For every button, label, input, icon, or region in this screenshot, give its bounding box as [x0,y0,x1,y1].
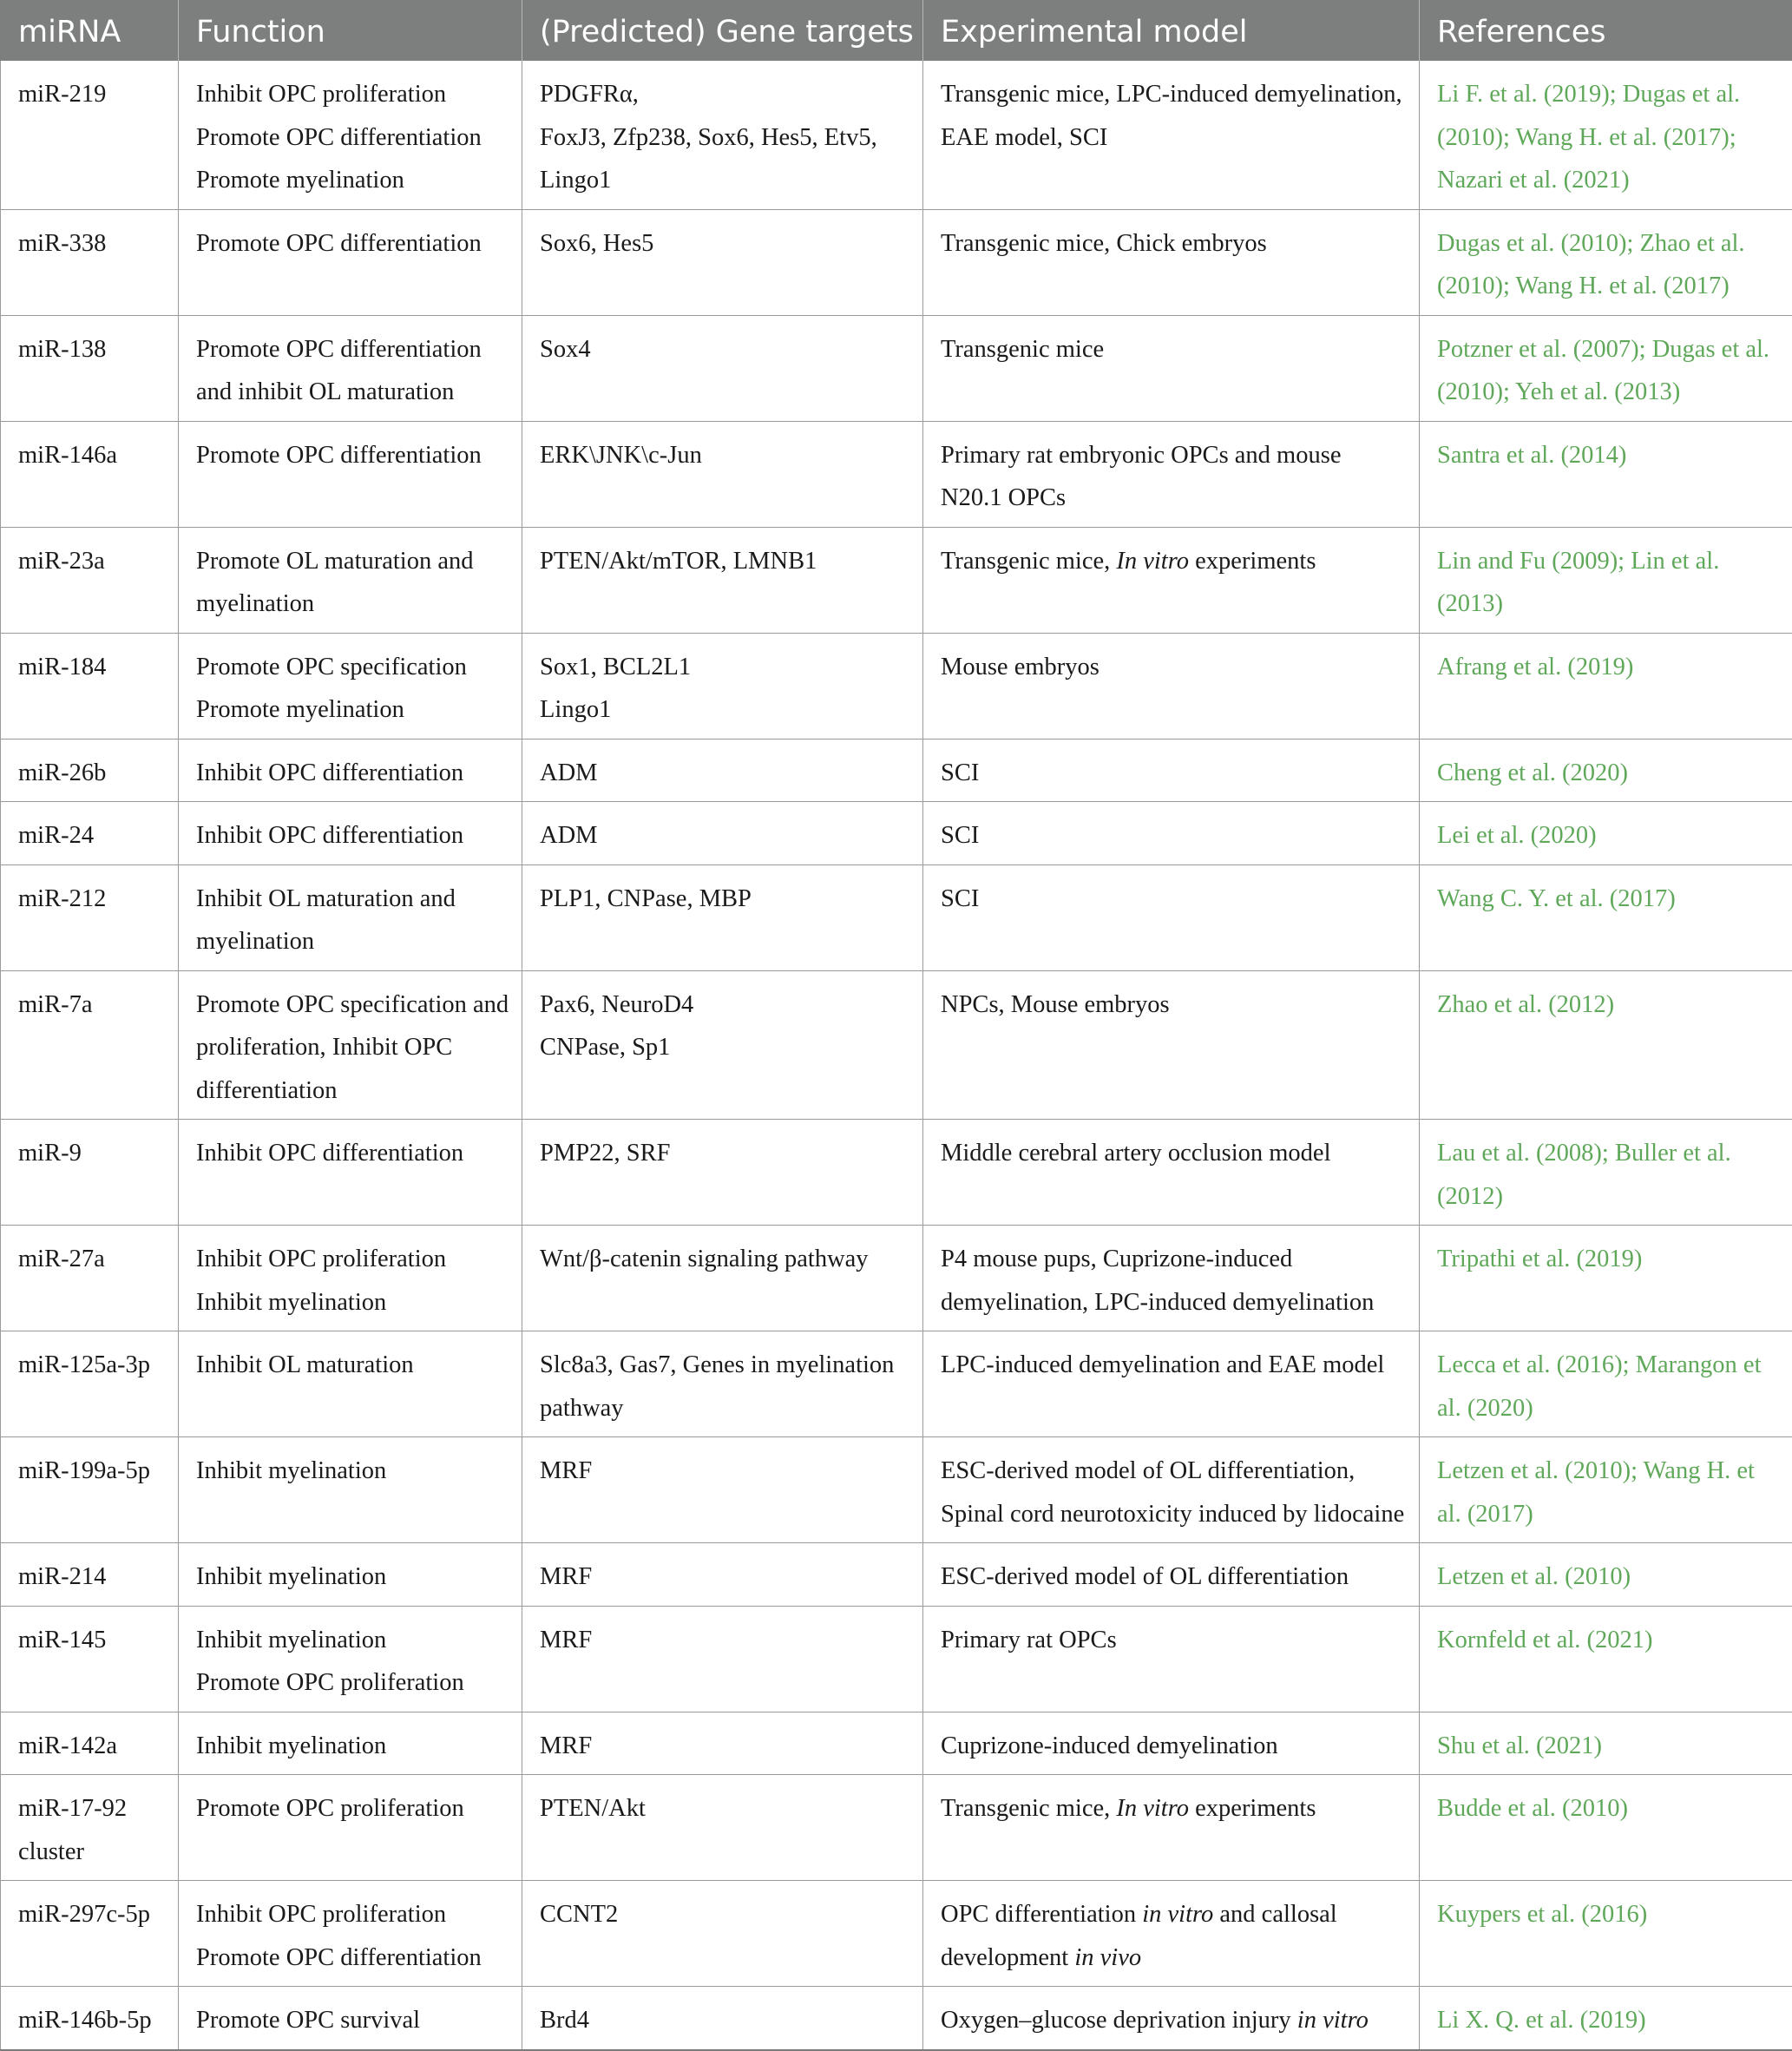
experimental-model-cell [923,802,1420,865]
function-line: Promote myelination [196,688,509,732]
function-cell [179,864,522,970]
table-header [1,0,1792,61]
gene-target-line: PTEN/Akt/mTOR, LMNB1 [540,540,910,583]
gene-target-line: Pax6, NeuroD4 [540,983,910,1027]
reference-link[interactable]: Wang C. Y. et al. (2017) [1420,864,1792,970]
gene-target-line: CCNT2 [540,1893,910,1936]
gene-targets-cell [522,970,923,1120]
mirna-cell: miR-142a [1,1712,179,1775]
table-row [1,421,1792,527]
gene-target-line: PTEN/Akt [540,1787,910,1831]
gene-target-line: Brd4 [540,1999,910,2042]
header-row [1,0,1792,61]
mirna-cell: miR-145 [1,1606,179,1712]
function-line: Inhibit myelination [196,1725,509,1768]
gene-targets-cell [522,209,923,315]
reference-link[interactable]: Kuypers et al. (2016) [1420,1881,1792,1987]
experimental-model-cell [923,61,1420,209]
header-function: Function [179,0,522,61]
experimental-model-cell [923,315,1420,421]
model-text: In vitro [1116,548,1189,575]
table-row [1,970,1792,1120]
header-references: References [1420,0,1792,61]
function-line: Inhibit OPC proliferation [196,73,509,116]
model-text: in vivo [1074,1944,1141,1971]
function-cell [179,61,522,209]
gene-targets-cell [522,61,923,209]
gene-target-line: MRF [540,1450,910,1493]
gene-target-line: ERK\JNK\c-Jun [540,434,910,477]
function-cell [179,1120,522,1226]
gene-targets-cell [522,1543,923,1607]
reference-link[interactable]: Potzner et al. (2007); Dugas et al. (2010); Yeh et al. (2013) [1420,315,1792,421]
function-line: Inhibit OPC differentiation [196,752,509,795]
table-row [1,209,1792,315]
function-cell [179,1226,522,1331]
gene-targets-cell [522,1226,923,1331]
gene-target-line: Sox1, BCL2L1 [540,646,910,689]
function-line: Promote OL maturation and myelination [196,540,509,626]
model-text: SCI [941,759,979,786]
model-text: in vitro [1297,2007,1369,2034]
gene-target-line: PMP22, SRF [540,1132,910,1175]
function-cell [179,1606,522,1712]
function-line: Promote myelination [196,159,509,202]
gene-targets-cell [522,527,923,633]
model-text: Primary rat embryonic OPCs and mouse N20.1 OPCs [941,442,1341,512]
model-text: Oxygen–glucose deprivation injury [941,2007,1297,2034]
experimental-model-cell [923,1775,1420,1881]
table-row [1,527,1792,633]
experimental-model-cell [923,1606,1420,1712]
table-row [1,633,1792,739]
gene-target-line: PDGFRα, [540,73,910,116]
gene-target-line: MRF [540,1555,910,1599]
experimental-model-cell [923,527,1420,633]
gene-targets-cell [522,802,923,865]
mirna-cell: miR-26b [1,739,179,802]
table-row [1,864,1792,970]
gene-target-line: ADM [540,752,910,795]
mirna-cell: miR-212 [1,864,179,970]
mirna-cell: miR-146a [1,421,179,527]
model-text: In vitro [1116,1795,1189,1822]
experimental-model-cell [923,970,1420,1120]
gene-target-line: Wnt/β-catenin signaling pathway [540,1238,910,1281]
table-body [1,61,1792,2050]
table-row [1,1120,1792,1226]
gene-target-line: CNPase, Sp1 [540,1026,910,1069]
reference-link[interactable]: Lau et al. (2008); Buller et al. (2012) [1420,1120,1792,1226]
reference-link[interactable]: Cheng et al. (2020) [1420,739,1792,802]
table-row [1,1712,1792,1775]
model-text: experiments [1189,548,1316,575]
table-row [1,1881,1792,1987]
function-cell [179,802,522,865]
model-text: P4 mouse pups, Cuprizone-induced demyelination, LPC-induced demyelination [941,1246,1374,1316]
gene-targets-cell [522,864,923,970]
model-text: in vitro [1142,1901,1213,1928]
reference-link[interactable]: Kornfeld et al. (2021) [1420,1606,1792,1712]
function-line: Promote OPC survival [196,1999,509,2042]
header-gene-targets: (Predicted) Gene targets [522,0,923,61]
gene-target-line: FoxJ3, Zfp238, Sox6, Hes5, Etv5, Lingo1 [540,116,910,202]
gene-targets-cell [522,1881,923,1987]
function-line: Promote OPC differentiation [196,434,509,477]
gene-targets-cell [522,739,923,802]
model-text: Mouse embryos [941,654,1099,680]
mirna-cell: miR-297c-5p [1,1881,179,1987]
function-line: Promote OPC proliferation [196,1661,509,1705]
reference-link[interactable]: Letzen et al. (2010); Wang H. et al. (2017) [1420,1437,1792,1543]
function-line: Promote OPC specification and proliferation, Inhibit OPC differentiation [196,983,509,1113]
reference-link[interactable]: Letzen et al. (2010) [1420,1543,1792,1607]
table-row [1,1331,1792,1437]
function-line: Promote OPC differentiation [196,222,509,266]
mirna-cell: miR-24 [1,802,179,865]
function-line: Promote OPC proliferation [196,1787,509,1831]
table-row [1,802,1792,865]
function-line: Promote OPC specification [196,646,509,689]
experimental-model-cell [923,1712,1420,1775]
gene-target-line: Sox6, Hes5 [540,222,910,266]
table-row [1,1606,1792,1712]
experimental-model-cell [923,1331,1420,1437]
function-line: Inhibit OL maturation [196,1344,509,1387]
gene-targets-cell [522,633,923,739]
experimental-model-cell [923,421,1420,527]
mirna-cell: miR-7a [1,970,179,1120]
header-experimental-model: Experimental model [923,0,1420,61]
model-text: LPC-induced demyelination and EAE model [941,1351,1384,1378]
function-cell [179,1775,522,1881]
reference-link[interactable]: Santra et al. (2014) [1420,421,1792,527]
reference-link[interactable]: Li X. Q. et al. (2019) [1420,1987,1792,2050]
function-cell [179,527,522,633]
gene-target-line: ADM [540,814,910,858]
table-row [1,1987,1792,2050]
function-line: Inhibit OPC differentiation [196,814,509,858]
model-text: OPC differentiation [941,1901,1142,1928]
function-cell [179,633,522,739]
model-text: Transgenic mice, [941,1795,1116,1822]
mirna-cell: miR-9 [1,1120,179,1226]
mirna-cell: miR-138 [1,315,179,421]
table-row [1,1226,1792,1331]
table-row [1,1775,1792,1881]
reference-link[interactable]: Zhao et al. (2012) [1420,970,1792,1120]
header-mirna: miRNA [1,0,179,61]
reference-link[interactable]: Budde et al. (2010) [1420,1775,1792,1881]
model-text: Transgenic mice, Chick embryos [941,230,1267,257]
gene-targets-cell [522,1775,923,1881]
mirna-cell: miR-17-92 cluster [1,1775,179,1881]
model-text: and callosal development [941,1901,1337,1971]
gene-targets-cell [522,1606,923,1712]
model-text: Primary rat OPCs [941,1627,1117,1653]
mirna-cell: miR-219 [1,61,179,209]
gene-targets-cell [522,1437,923,1543]
function-cell [179,1987,522,2050]
table-row [1,61,1792,209]
gene-targets-cell [522,1987,923,2050]
experimental-model-cell [923,1226,1420,1331]
function-cell [179,739,522,802]
mirna-cell: miR-199a-5p [1,1437,179,1543]
model-text: Middle cerebral artery occlusion model [941,1140,1331,1167]
reference-link[interactable]: Afrang et al. (2019) [1420,633,1792,739]
reference-link[interactable]: Dugas et al. (2010); Zhao et al. (2010); Wang H. et al. (2017) [1420,209,1792,315]
experimental-model-cell [923,1881,1420,1987]
gene-target-line: PLP1, CNPase, MBP [540,878,910,921]
reference-link[interactable]: Li F. et al. (2019); Dugas et al. (2010); Wang H. et al. (2017); Nazari et al. (2021) [1420,61,1792,209]
table-row [1,739,1792,802]
function-line: Promote OPC differentiation [196,116,509,160]
function-line: Promote OPC differentiation [196,1936,509,1980]
table-row [1,315,1792,421]
function-line: Inhibit OPC differentiation [196,1132,509,1175]
table-row [1,1543,1792,1607]
mirna-cell: miR-338 [1,209,179,315]
gene-target-line: MRF [540,1619,910,1662]
function-line: Inhibit myelination [196,1450,509,1493]
function-cell [179,1881,522,1987]
reference-link[interactable]: Shu et al. (2021) [1420,1712,1792,1775]
mirna-cell: miR-184 [1,633,179,739]
reference-link[interactable]: Lin and Fu (2009); Lin et al. (2013) [1420,527,1792,633]
model-text: Transgenic mice, LPC-induced demyelination, EAE model, SCI [941,81,1402,151]
gene-targets-cell [522,1712,923,1775]
function-line: Inhibit myelination [196,1281,509,1325]
mirna-cell: miR-125a-3p [1,1331,179,1437]
function-cell [179,1712,522,1775]
mirna-cell: miR-23a [1,527,179,633]
function-line: Inhibit myelination [196,1619,509,1662]
function-cell [179,1543,522,1607]
gene-target-line: Sox4 [540,328,910,371]
model-text: ESC-derived model of OL differentiation, Spinal cord neurotoxicity induced by lidocaine [941,1457,1404,1528]
gene-targets-cell [522,421,923,527]
mirna-cell: miR-146b-5p [1,1987,179,2050]
function-cell [179,1437,522,1543]
reference-link[interactable]: Tripathi et al. (2019) [1420,1226,1792,1331]
table-row [1,1437,1792,1543]
experimental-model-cell [923,1437,1420,1543]
gene-targets-cell [522,1331,923,1437]
function-line: Inhibit myelination [196,1555,509,1599]
function-line: Inhibit OPC proliferation [196,1893,509,1936]
mirna-cell: miR-27a [1,1226,179,1331]
function-cell [179,315,522,421]
gene-target-line: Slc8a3, Gas7, Genes in myelination pathway [540,1344,910,1430]
experimental-model-cell [923,1987,1420,2050]
experimental-model-cell [923,1543,1420,1607]
model-text: NPCs, Mouse embryos [941,991,1170,1018]
model-text: experiments [1189,1795,1316,1822]
function-line: Inhibit OPC proliferation [196,1238,509,1281]
gene-target-line: MRF [540,1725,910,1768]
model-text: Transgenic mice, [941,548,1116,575]
model-text: Cuprizone-induced demyelination [941,1732,1278,1759]
model-text: SCI [941,822,979,849]
model-text: Transgenic mice [941,336,1104,363]
model-text: SCI [941,885,979,912]
reference-link[interactable]: Lei et al. (2020) [1420,802,1792,865]
function-cell [179,421,522,527]
gene-targets-cell [522,1120,923,1226]
experimental-model-cell [923,1120,1420,1226]
experimental-model-cell [923,739,1420,802]
experimental-model-cell [923,633,1420,739]
mirna-cell: miR-214 [1,1543,179,1607]
function-cell [179,970,522,1120]
model-text: ESC-derived model of OL differentiation [941,1563,1349,1590]
gene-targets-cell [522,315,923,421]
function-line: Promote OPC differentiation and inhibit OL maturation [196,328,509,414]
function-line: Inhibit OL maturation and myelination [196,878,509,963]
reference-link[interactable]: Lecca et al. (2016); Marangon et al. (2020) [1420,1331,1792,1437]
experimental-model-cell [923,864,1420,970]
gene-target-line: Lingo1 [540,688,910,732]
function-cell [179,1331,522,1437]
experimental-model-cell [923,209,1420,315]
function-cell [179,209,522,315]
